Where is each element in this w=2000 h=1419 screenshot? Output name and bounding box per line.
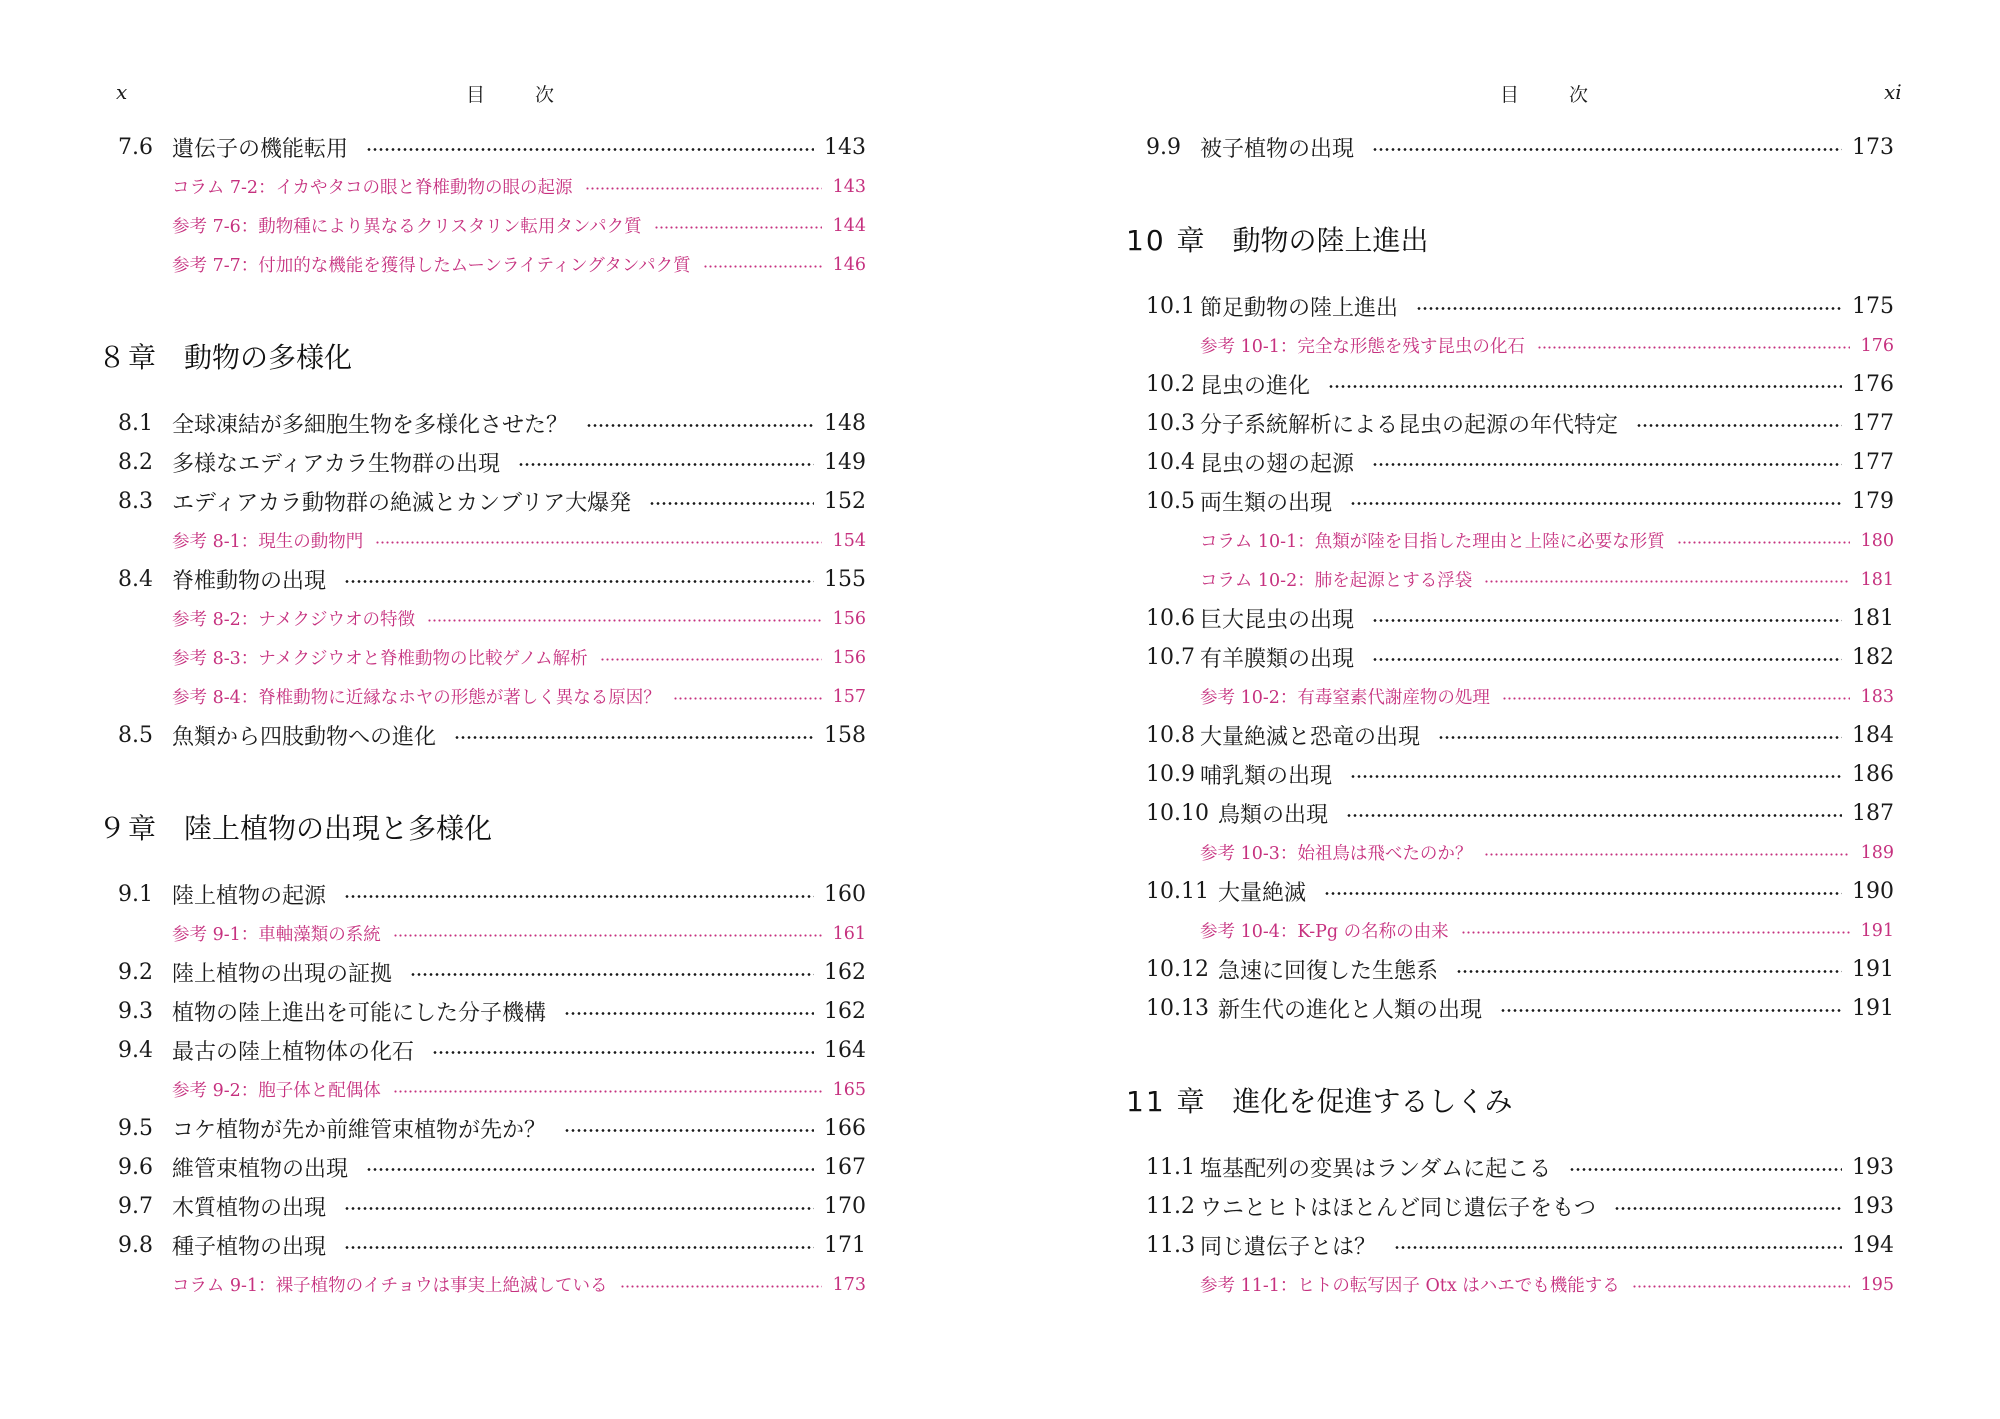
page-number: 154 [832,530,866,551]
entry-kind: 参考 11-1： [1200,1276,1298,1296]
section-number: 10.3 [1146,411,1195,436]
toc-subentry[interactable] [1146,677,1894,716]
page-number: 162 [824,999,866,1024]
entry-title: 陸上植物の出現の証拠 [172,962,393,987]
entry-title: 昆虫の進化 [1200,374,1311,399]
toc-subentry[interactable] [118,599,866,638]
toc-subentry[interactable] [1146,833,1894,872]
section-number: 9.7 [118,1194,153,1219]
entry-title: 付加的な機能を獲得したムーンライティングタンパク質 [258,256,691,276]
dot-leader [432,1051,814,1054]
dot-leader [344,1207,814,1210]
section-number: 8.3 [118,489,153,514]
toc-entry[interactable] [118,875,866,914]
toc-entry[interactable] [1146,128,1894,167]
dot-leader [620,1285,822,1288]
page-number: 173 [1852,135,1894,160]
dot-leader [1372,658,1842,661]
entry-title: 維管束植物の出現 [172,1157,349,1182]
page-number: 146 [832,254,866,275]
dot-leader [1394,1246,1842,1249]
entry-title: イカやタコの眼と脊椎動物の眼の起源 [275,178,573,198]
dot-leader [564,1012,814,1015]
section-number: 10.1 [1146,294,1195,319]
section-number: 11.3 [1146,1233,1195,1258]
toc-entry[interactable] [1146,287,1894,326]
page-number: 182 [1852,645,1894,670]
dot-leader [586,424,814,427]
page-number: 183 [1860,686,1894,707]
entry-title: 大量絶滅 [1218,881,1307,906]
toc-subentry[interactable] [118,638,866,677]
page-number: 179 [1852,489,1894,514]
entry-kind: 参考 8-2： [172,610,259,630]
dot-leader [344,580,814,583]
entry-title: 脊椎動物の出現 [172,569,327,594]
chapter-number: ９章 [98,812,159,845]
page-number: 166 [824,1116,866,1141]
dot-leader [703,265,822,268]
dot-leader [1350,502,1842,505]
section-number: 10.6 [1146,606,1195,631]
entry-title: 遺伝子の機能転用 [172,137,349,162]
page-number: 177 [1852,450,1894,475]
dot-leader [1484,580,1850,583]
dot-leader [1537,346,1850,349]
page-number: 173 [832,1274,866,1295]
section-number: 9.2 [118,960,153,985]
toc-entry[interactable] [1146,1187,1894,1226]
dot-leader [1372,463,1842,466]
dot-leader [410,973,814,976]
entry-kind: 参考 10-3： [1200,844,1298,864]
toc-list [1126,128,1894,1304]
entry-kind: 参考 7-7： [172,256,259,276]
entry-title: 魚類から四肢動物への進化 [172,725,437,750]
toc-subentry[interactable] [118,914,866,953]
dot-leader [1372,619,1842,622]
entry-title: 現生の動物門 [258,532,364,552]
dot-leader [1461,931,1850,934]
dot-leader [1416,307,1842,310]
page-number: 161 [832,923,866,944]
entry-title: 最古の陸上植物体の化石 [172,1040,415,1065]
entry-title: 節足動物の陸上進出 [1200,296,1399,321]
page-number: 156 [832,608,866,629]
entry-title: 被子植物の出現 [1200,137,1355,162]
section-number: 9.1 [118,882,153,907]
toc-entry[interactable] [1146,794,1894,833]
toc-entry[interactable] [1146,482,1894,521]
page-number: 160 [824,882,866,907]
dot-leader [344,895,814,898]
page-number: 170 [824,1194,866,1219]
page-number: 144 [832,215,866,236]
toc-entry[interactable] [1146,404,1894,443]
dot-leader [454,736,814,739]
dot-leader [1438,736,1842,739]
entry-kind: 参考 8-1： [172,532,259,552]
toc-entry[interactable] [118,1226,866,1265]
entry-kind: 参考 9-1： [172,925,259,945]
page-folio: x [116,80,128,104]
entry-title: 多様なエディアカラ生物群の出現 [172,452,501,477]
page-number: 148 [824,411,866,436]
dot-leader [1569,1168,1842,1171]
section-number: 10.5 [1146,489,1195,514]
toc-entry[interactable] [118,1109,866,1148]
chapter-title: 動物の多様化 [184,341,353,374]
chapter-heading[interactable] [1126,1070,1894,1130]
page-number: 176 [1860,335,1894,356]
section-number: 10.13 [1146,996,1209,1021]
dot-leader [1372,148,1842,151]
entry-title: ウニとヒトはほとんど同じ遺伝子をもつ [1200,1196,1597,1221]
toc-subentry[interactable] [1146,1265,1894,1304]
section-number: 10.8 [1146,723,1195,748]
entry-title: 動物種により異なるクリスタリン転用タンパク質 [258,217,642,237]
entry-kind: 参考 8-3： [172,649,259,669]
page-folio: xi [1884,80,1902,104]
dot-leader [393,1090,822,1093]
dot-leader [585,187,822,190]
entry-kind: 参考 10-2： [1200,688,1298,708]
page-number: 187 [1852,801,1894,826]
running-head-title: 目 次 [1500,84,1611,106]
dot-leader [1346,814,1842,817]
page-number: 181 [1860,569,1894,590]
page-number: 167 [824,1155,866,1180]
entry-title: 全球凍結が多細胞生物を多様化させた？ [172,413,569,438]
chapter-heading[interactable] [98,326,866,386]
entry-kind: 参考 9-2： [172,1081,259,1101]
right-page [1000,0,2000,1419]
dot-leader [1456,970,1842,973]
toc-entry[interactable] [118,953,866,992]
entry-title: 有毒窒素代謝産物の処理 [1297,688,1490,708]
toc-subentry[interactable] [118,677,866,716]
section-number: 7.6 [118,135,153,160]
dot-leader [366,1168,814,1171]
section-number: 8.2 [118,450,153,475]
dot-leader [1677,541,1850,544]
page-number: 191 [1852,957,1894,982]
page-number: 175 [1852,294,1894,319]
toc-entry[interactable] [1146,989,1894,1028]
toc-entry[interactable] [1146,716,1894,755]
toc-entry[interactable] [118,716,866,755]
chapter-number: 10 章 [1126,224,1207,257]
toc-entry[interactable] [1146,599,1894,638]
entry-title: 大量絶滅と恐竜の出現 [1200,725,1421,750]
page-number: 143 [824,135,866,160]
page-number: 162 [824,960,866,985]
page-number: 191 [1852,996,1894,1021]
page-number: 194 [1852,1233,1894,1258]
toc-entry[interactable] [1146,950,1894,989]
toc-subentry[interactable] [118,245,866,284]
entry-kind: コラム 9-1： [172,1276,276,1296]
toc-subentry[interactable] [1146,911,1894,950]
dot-leader [1350,775,1842,778]
page-number: 143 [832,176,866,197]
entry-title: 完全な形態を残す昆虫の化石 [1297,337,1525,357]
entry-title: 魚類が陸を目指した理由と上陸に必要な形質 [1314,532,1665,552]
toc-entry[interactable] [1146,755,1894,794]
entry-title: コケ植物が先か前維管束植物が先か？ [172,1118,547,1143]
page-number: 193 [1852,1194,1894,1219]
section-number: 10.9 [1146,762,1195,787]
toc-entry[interactable] [1146,365,1894,404]
toc-entry[interactable] [118,128,866,167]
toc-entry[interactable] [118,1148,866,1187]
dot-leader [1328,385,1842,388]
page-number: 193 [1852,1155,1894,1180]
chapter-title: 陸上植物の出現と多様化 [184,812,493,845]
section-number: 9.8 [118,1233,153,1258]
page-number: 191 [1860,920,1894,941]
dot-leader [344,1246,814,1249]
toc-entry[interactable] [1146,443,1894,482]
entry-title: 巨大昆虫の出現 [1200,608,1355,633]
entry-title: 有羊膜類の出現 [1200,647,1355,672]
page-number: 190 [1852,879,1894,904]
toc-subentry[interactable] [118,1265,866,1304]
toc-entry[interactable] [118,443,866,482]
dot-leader [673,697,822,700]
section-number: 9.9 [1146,135,1181,160]
section-number: 10.10 [1146,801,1209,826]
dot-leader [518,463,814,466]
entry-title: 陸上植物の起源 [172,884,327,909]
entry-kind: コラム 10-1： [1200,532,1315,552]
dot-leader [375,541,822,544]
page-number: 180 [1860,530,1894,551]
section-number: 10.4 [1146,450,1195,475]
toc-subentry[interactable] [1146,521,1894,560]
chapter-heading[interactable] [1126,209,1894,269]
page-number: 176 [1852,372,1894,397]
entry-title: 両生類の出現 [1200,491,1333,516]
page-number: 157 [832,686,866,707]
page-number: 184 [1852,723,1894,748]
entry-title: 脊椎動物に近縁なホヤの形態が著しく異なる原因？ [258,688,661,708]
dot-leader [1502,697,1850,700]
chapter-title: 動物の陸上進出 [1232,224,1429,257]
section-number: 10.11 [1146,879,1209,904]
entry-title: ナメクジウオの特徴 [258,610,416,630]
entry-title: 鳥類の出現 [1218,803,1329,828]
section-number: 11.2 [1146,1194,1195,1219]
page-number: 149 [824,450,866,475]
dot-leader [1636,424,1842,427]
page-number: 181 [1852,606,1894,631]
running-head-title: 目 次 [466,84,577,106]
toc-subentry[interactable] [118,206,866,245]
toc-subentry[interactable] [118,167,866,206]
page-number: 152 [824,489,866,514]
toc-entry[interactable] [1146,1148,1894,1187]
entry-title: 始祖鳥は飛べたのか？ [1297,844,1473,864]
page-number: 164 [824,1038,866,1063]
entry-kind: 参考 8-4： [172,688,259,708]
dot-leader [1484,853,1850,856]
page-number: 195 [1860,1274,1894,1295]
section-number: 10.12 [1146,957,1209,982]
toc-entry[interactable] [1146,872,1894,911]
toc-entry[interactable] [118,404,866,443]
entry-title: 種子植物の出現 [172,1235,327,1260]
section-number: 10.7 [1146,645,1195,670]
page-number: 158 [824,723,866,748]
section-number: 11.1 [1146,1155,1195,1180]
section-number: 9.6 [118,1155,153,1180]
entry-title: 胞子体と配偶体 [258,1081,381,1101]
section-number: 8.5 [118,723,153,748]
chapter-heading[interactable] [98,797,866,857]
entry-kind: コラム 10-2： [1200,571,1315,591]
page-number: 177 [1852,411,1894,436]
toc-entry[interactable] [118,560,866,599]
page-number: 155 [824,567,866,592]
entry-kind: コラム 7-2： [172,178,276,198]
toc-subentry[interactable] [1146,326,1894,365]
section-number: 9.5 [118,1116,153,1141]
toc-entry[interactable] [1146,638,1894,677]
entry-title: 肺を起源とする浮袋 [1314,571,1473,591]
entry-title: 木質植物の出現 [172,1196,327,1221]
section-number: 8.4 [118,567,153,592]
dot-leader [366,148,814,151]
section-number: 9.3 [118,999,153,1024]
entry-title: 急速に回復した生態系 [1218,959,1439,984]
toc-list [98,128,866,1304]
entry-title: 昆虫の翅の起源 [1200,452,1355,477]
entry-kind: 参考 7-6： [172,217,259,237]
page-number: 186 [1852,762,1894,787]
dot-leader [1614,1207,1842,1210]
entry-title: K-Pg の名称の由来 [1297,922,1449,942]
dot-leader [427,619,822,622]
entry-title: 車軸藻類の系統 [258,925,381,945]
toc-entry[interactable] [118,1031,866,1070]
entry-title: 裸子植物のイチョウは事実上絶滅している [275,1276,608,1296]
dot-leader [393,934,822,937]
toc-entry[interactable] [1146,1226,1894,1265]
entry-kind: 参考 10-1： [1200,337,1298,357]
entry-title: 植物の陸上進出を可能にした分子機構 [172,1001,547,1026]
page-number: 171 [824,1233,866,1258]
dot-leader [1500,1009,1842,1012]
entry-title: 塩基配列の変異はランダムに起こる [1200,1157,1552,1182]
entry-title: 同じ遺伝子とは？ [1200,1235,1377,1260]
entry-title: 哺乳類の出現 [1200,764,1333,789]
dot-leader [1324,892,1842,895]
section-number: 10.2 [1146,372,1195,397]
dot-leader [654,226,822,229]
section-number: 9.4 [118,1038,153,1063]
page-number: 165 [832,1079,866,1100]
entry-title: ヒトの転写因子 Otx はハエでも機能する [1297,1276,1620,1296]
entry-title: ナメクジウオと脊椎動物の比較ゲノム解析 [258,649,588,669]
entry-title: エディアカラ動物群の絶滅とカンブリア大爆発 [172,491,632,516]
dot-leader [649,502,814,505]
section-number: 8.1 [118,411,153,436]
entry-title: 新生代の進化と人類の出現 [1218,998,1483,1023]
toc-entry[interactable] [118,482,866,521]
page-number: 156 [832,647,866,668]
chapter-title: 進化を促進するしくみ [1232,1085,1513,1118]
chapter-number: ８章 [98,341,159,374]
toc-entry[interactable] [118,1187,866,1226]
entry-kind: 参考 10-4： [1200,922,1298,942]
page-number: 189 [1860,842,1894,863]
chapter-number: 11 章 [1126,1085,1207,1118]
toc-subentry[interactable] [118,1070,866,1109]
dot-leader [564,1129,814,1132]
toc-entry[interactable] [118,992,866,1031]
entry-title: 分子系統解析による昆虫の起源の年代特定 [1200,413,1619,438]
toc-subentry[interactable] [118,521,866,560]
toc-subentry[interactable] [1146,560,1894,599]
dot-leader [1632,1285,1850,1288]
dot-leader [600,658,822,661]
